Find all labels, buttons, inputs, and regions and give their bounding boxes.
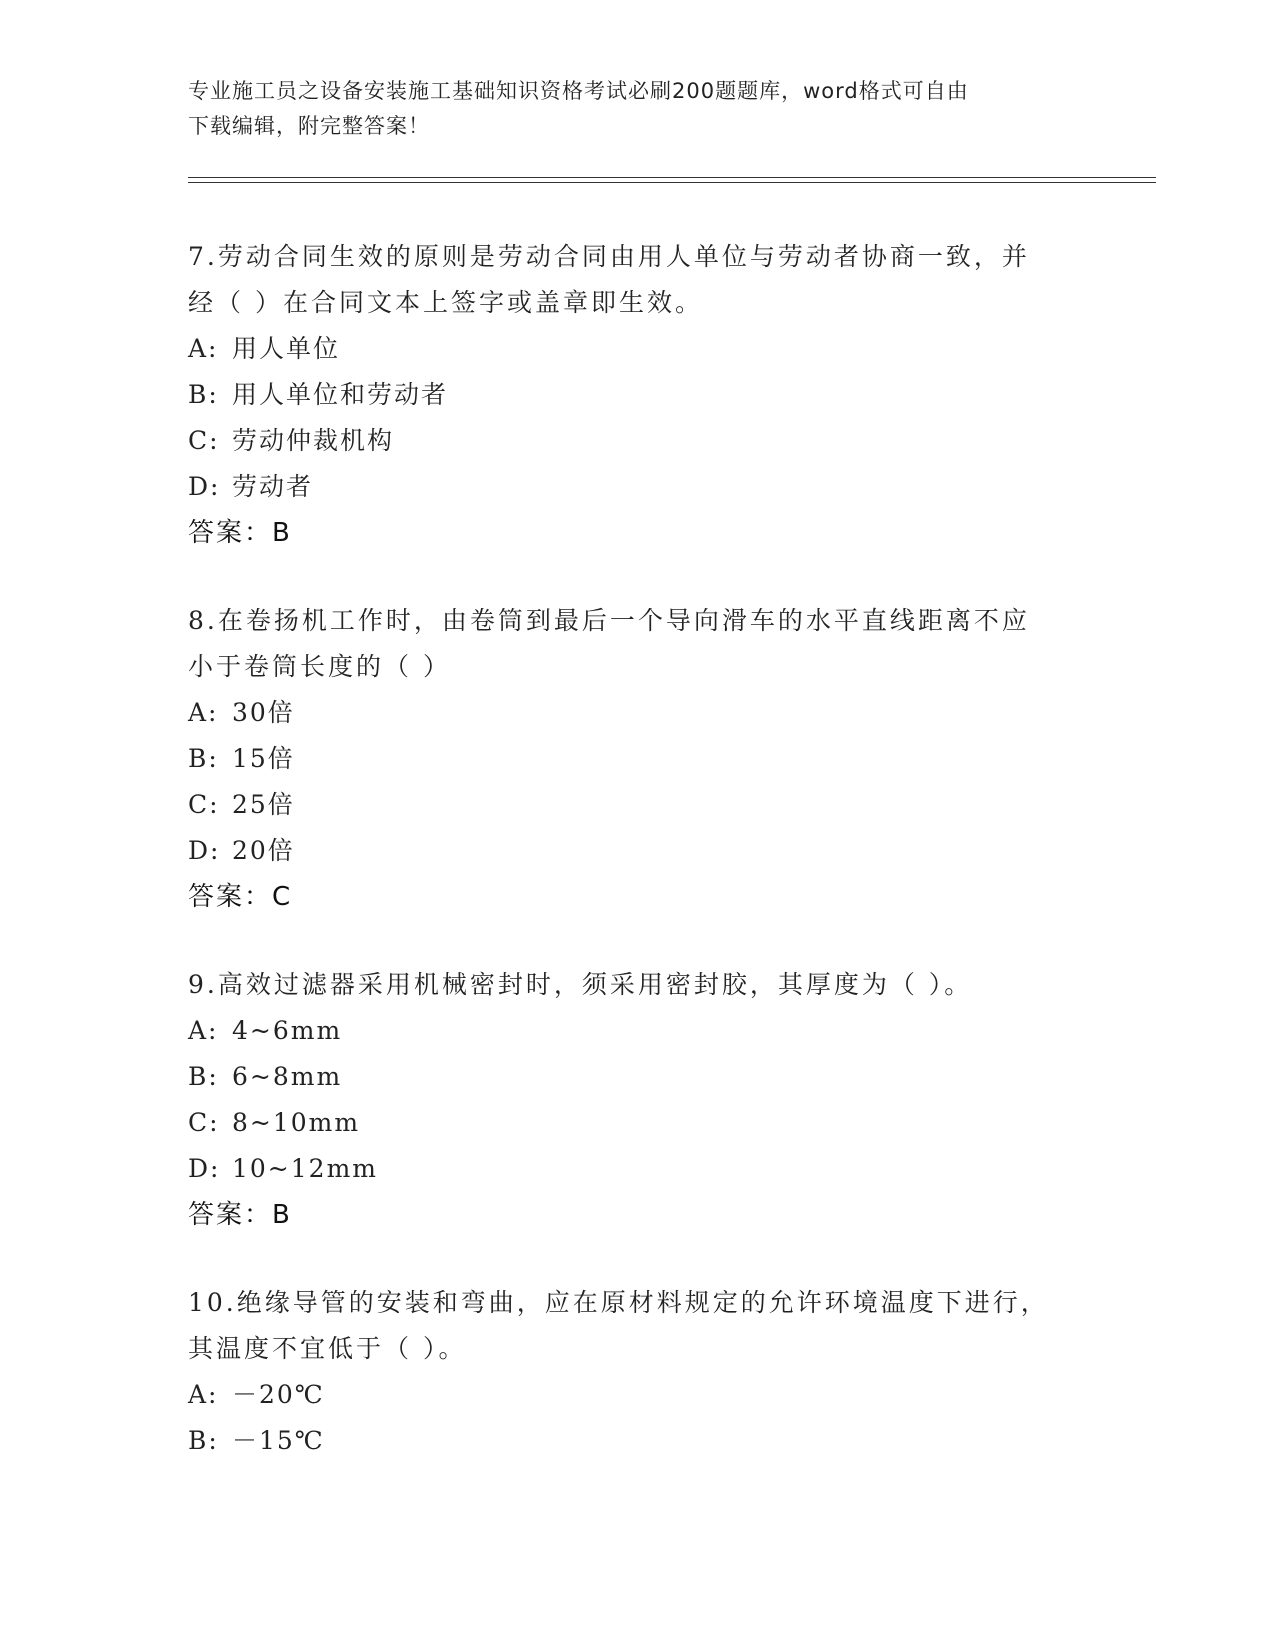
option-letter: A: (188, 334, 219, 363)
document-header (188, 74, 1088, 144)
answer-line: 答案：B (188, 1200, 292, 1230)
option-c (188, 782, 1088, 828)
answer-line: 答案：C (188, 882, 293, 912)
option-letter: B: (188, 1426, 219, 1455)
option-letter: C: (188, 790, 220, 819)
option-b (188, 736, 1088, 782)
option-text: 15倍 (232, 744, 295, 773)
option-text: 4~6mm (232, 1016, 343, 1045)
option-letter: D: (188, 836, 221, 865)
option-text: 6~8mm (232, 1062, 343, 1091)
option-letter: C: (188, 1108, 220, 1137)
question-stem-line: 小于卷筒长度的（ ） (188, 652, 451, 681)
option-text: 劳动仲裁机构 (232, 426, 395, 455)
option-text: －20℃ (232, 1380, 325, 1409)
header-line-1: 专业施工员之设备安装施工基础知识资格考试必刷200题题库，word格式可自由 (188, 79, 969, 103)
option-text: 30倍 (232, 698, 295, 727)
option-letter: B: (188, 744, 219, 773)
option-text: －15℃ (232, 1426, 325, 1455)
option-letter: B: (188, 380, 219, 409)
header-divider-top (188, 177, 1156, 178)
question-stem-line: 9.高效过滤器采用机械密封时，须采用密封胶，其厚度为（ ）。 (188, 970, 973, 999)
option-a (188, 326, 1088, 372)
option-text: 用人单位和劳动者 (232, 380, 449, 409)
question-stem-line: 8.在卷扬机工作时，由卷筒到最后一个导向滑车的水平直线距离不应 (188, 606, 1030, 635)
option-letter: A: (188, 698, 219, 727)
option-b (188, 372, 1088, 418)
question-8 (188, 598, 1088, 920)
header-divider-bottom (188, 182, 1156, 183)
option-a (188, 690, 1088, 736)
option-letter: A: (188, 1380, 219, 1409)
question-stem-line: 7.劳动合同生效的原则是劳动合同由用人单位与劳动者协商一致，并 (188, 242, 1030, 271)
question-stem-line: 其温度不宜低于（ ）。 (188, 1334, 467, 1363)
header-line-2: 下载编辑，附完整答案！ (188, 114, 430, 138)
option-text: 用人单位 (232, 334, 341, 363)
question-7 (188, 234, 1088, 556)
question-9 (188, 962, 1088, 1238)
option-letter: D: (188, 472, 221, 501)
answer-line: 答案：B (188, 518, 292, 548)
option-letter: D: (188, 1154, 221, 1183)
option-a (188, 1372, 1088, 1418)
option-letter: C: (188, 426, 220, 455)
option-b (188, 1054, 1088, 1100)
option-a (188, 1008, 1088, 1054)
question-stem-line: 10.绝缘导管的安装和弯曲，应在原材料规定的允许环境温度下进行， (188, 1288, 1049, 1317)
option-letter: B: (188, 1062, 219, 1091)
option-text: 20倍 (232, 836, 295, 865)
option-c (188, 418, 1088, 464)
option-b (188, 1418, 1088, 1464)
option-d (188, 1146, 1088, 1192)
option-text: 25倍 (232, 790, 295, 819)
option-text: 10~12mm (232, 1154, 378, 1183)
option-text: 劳动者 (232, 472, 314, 501)
option-c (188, 1100, 1088, 1146)
question-10 (188, 1280, 1088, 1464)
option-d (188, 464, 1088, 510)
question-stem-line: 经（ ）在合同文本上签字或盖章即生效。 (188, 288, 703, 317)
option-letter: A: (188, 1016, 219, 1045)
option-text: 8~10mm (232, 1108, 361, 1137)
option-d (188, 828, 1088, 874)
